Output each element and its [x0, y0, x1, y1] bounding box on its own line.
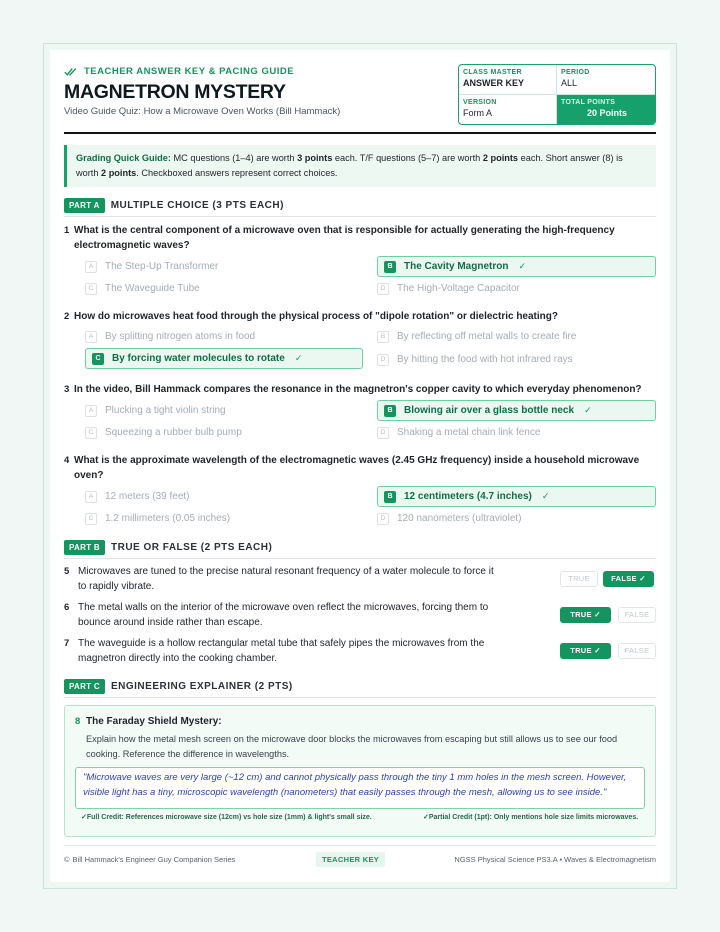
question-6: [64, 601, 656, 633]
part-c-title: ENGINEERING EXPLAINER (2 PTS): [110, 681, 293, 692]
option-letter: B: [384, 261, 396, 273]
short-answer-box: [64, 705, 656, 837]
header-divider: [64, 132, 656, 134]
grading-text: each. Short answer (8) is worth: [76, 153, 623, 178]
class-master-cell: [459, 65, 557, 95]
q2-option-b[interactable]: [376, 326, 654, 347]
class-master-value: ANSWER KEY: [463, 78, 525, 88]
option-text: By reflecting off metal walls to create fire: [397, 331, 577, 342]
part-b-title: TRUE OR FALSE (2 PTS EACH): [110, 542, 273, 553]
double-check-icon: [64, 67, 77, 77]
q5-true-button[interactable]: TRUE: [560, 571, 598, 587]
option-letter: A: [85, 331, 97, 343]
version-value: Form A: [463, 108, 493, 118]
option-text: Squeezing a rubber bulb pump: [105, 427, 242, 438]
option-letter: D: [377, 354, 389, 366]
series-name: Bill Hammack's Engineer Guy Companion Series: [72, 855, 236, 864]
check-icon: ✓: [541, 491, 550, 501]
q6-true-button[interactable]: [560, 607, 611, 623]
part-b-pill: PART B: [64, 540, 105, 555]
question-number: 7: [64, 638, 70, 649]
q2-option-c[interactable]: [85, 348, 363, 369]
option-text: The Step-Up Transformer: [105, 261, 219, 272]
q1-option-c[interactable]: [84, 278, 362, 299]
q2-option-d[interactable]: [376, 349, 654, 370]
meta-panel: [458, 64, 656, 125]
copyright-icon: ©: [64, 855, 70, 864]
q7-false-button[interactable]: FALSE: [618, 643, 656, 659]
option-text: 1.2 millimeters (0.05 inches): [105, 513, 231, 524]
answer-key-page: [50, 50, 670, 882]
option-text: Blowing air over a glass bottle neck: [404, 405, 575, 416]
partial-credit-text: Partial Credit (1pt): Only mentions hole size limits microwaves.: [428, 814, 639, 821]
option-letter: A: [85, 261, 97, 273]
question-number: 3: [64, 384, 70, 395]
question-text: The Faraday Shield Mystery:: [86, 716, 222, 727]
question-number: 4: [64, 455, 70, 466]
period-label: PERIOD: [561, 69, 590, 76]
question-number: 8: [75, 716, 81, 727]
option-letter: A: [85, 405, 97, 417]
total-points-cell: [557, 95, 656, 125]
q5-false-button[interactable]: [603, 571, 654, 587]
question-2: [64, 309, 644, 324]
version-label: VERSION: [463, 99, 497, 106]
q4-option-d[interactable]: [376, 508, 654, 529]
grading-text: MC questions (1–4) are worth: [170, 153, 298, 163]
total-points-value: 20 Points: [586, 108, 627, 118]
grading-text: each. T/F questions (5–7) are worth: [332, 153, 483, 163]
kicker-text: TEACHER ANSWER KEY & PACING GUIDE: [84, 66, 295, 77]
question-instructions: Explain how the metal mesh screen on the microwave door blocks the microwaves from escaping but still allows us to see our food cooking. Reference the difference in wavelengths.: [86, 734, 618, 759]
button-label: TRUE: [570, 645, 592, 655]
q2-option-a[interactable]: [84, 326, 362, 347]
question-number: 5: [64, 566, 70, 577]
q1-option-b[interactable]: [377, 256, 656, 277]
option-letter: D: [377, 513, 389, 525]
option-text: Shaking a metal chain link fence: [397, 427, 541, 438]
check-icon: ✓: [594, 645, 601, 655]
q3-option-b[interactable]: [377, 400, 656, 421]
check-icon: ✓: [81, 814, 87, 821]
option-letter: C: [85, 427, 97, 439]
kicker: [64, 66, 294, 77]
option-text: The Cavity Magnetron: [404, 261, 509, 272]
option-letter: C: [85, 513, 97, 525]
q4-option-c[interactable]: [84, 508, 362, 529]
model-answer: "Microwave waves are very large (~12 cm) and cannot physically pass through the tiny 1 mm holes in the mesh screen. However, visible light has a tiny, microscopic wavelength (nanometers) that easily passes through the mesh, allowing us to see inside.": [75, 767, 645, 809]
option-letter: C: [85, 283, 97, 295]
part-a-pill: PART A: [64, 198, 105, 213]
option-letter: A: [85, 491, 97, 503]
option-text: By splitting nitrogen atoms in food: [105, 331, 256, 342]
option-text: By forcing water molecules to rotate: [112, 353, 285, 364]
q1-option-d[interactable]: [376, 278, 654, 299]
total-points-label: TOTAL POINTS: [561, 99, 616, 106]
period-cell: [557, 65, 656, 95]
option-letter: C: [92, 353, 104, 365]
option-text: 12 meters (39 feet): [105, 491, 190, 502]
standards-reference: NGSS Physical Science PS3.A • Waves & Electromagnetism: [454, 855, 656, 864]
q6-false-button[interactable]: FALSE: [618, 607, 656, 623]
check-icon: ✓: [294, 353, 303, 363]
part-a-header: [64, 198, 656, 217]
question-text: What is the central component of a microwave oven that is responsible for actually generating the high-frequency electromagnetic waves?: [74, 225, 615, 251]
option-letter: D: [377, 283, 389, 295]
period-value: ALL: [561, 78, 578, 88]
option-letter: B: [384, 491, 396, 503]
grading-text: . Checkboxed answers represent correct choices.: [136, 168, 338, 178]
option-text: By hitting the food with hot infrared rays: [397, 354, 573, 365]
part-c-pill: PART C: [64, 679, 105, 694]
full-credit-text: Full Credit: References microwave size (12cm) vs hole size (1mm) & light's small size.: [86, 814, 372, 821]
page-subtitle: Video Guide Quiz: How a Microwave Oven Works (Bill Hammack): [64, 106, 341, 117]
question-text: In the video, Bill Hammack compares the resonance in the magnetron's copper cavity to which everyday phenomenon?: [74, 384, 642, 395]
option-letter: B: [377, 331, 389, 343]
question-number: 2: [64, 311, 70, 322]
option-letter: D: [377, 427, 389, 439]
part-b-header: [64, 540, 656, 559]
question-7: [64, 637, 656, 669]
option-text: The Waveguide Tube: [105, 283, 200, 294]
grading-points: 3 points: [297, 153, 333, 163]
option-text: The High-Voltage Capacitor: [397, 283, 520, 294]
grading-lead: Grading Quick Guide:: [76, 153, 171, 163]
q3-option-a[interactable]: [84, 400, 362, 421]
question-text: The metal walls on the interior of the microwave oven reflect the microwaves, forcing them to bounce around inside rather than escape.: [78, 602, 489, 628]
check-icon: ✓: [594, 609, 601, 619]
part-c-header: [64, 679, 656, 698]
check-icon: ✓: [639, 573, 646, 583]
question-text: Microwaves are tuned to the precise natural resonant frequency of a water molecule to force it to rapidly vibrate.: [78, 566, 494, 592]
q7-true-button[interactable]: [560, 643, 611, 659]
q1-option-a[interactable]: [84, 256, 362, 277]
grading-points: 2 points: [101, 168, 137, 178]
question-text: The waveguide is a hollow rectangular metal tube that safely pipes the microwaves from the magnetron directly into the cooking chamber.: [78, 638, 485, 664]
grading-guide: [64, 145, 656, 187]
part-a-title: MULTIPLE CHOICE (3 PTS EACH): [110, 200, 284, 211]
q3-option-c[interactable]: [84, 422, 362, 443]
check-icon: ✓: [423, 814, 429, 821]
option-text: 12 centimeters (4.7 inches): [404, 491, 532, 502]
q3-option-d[interactable]: [376, 422, 654, 443]
question-5: [64, 565, 656, 597]
question-number: 1: [64, 225, 70, 236]
option-text: Plucking a tight violin string: [105, 405, 226, 416]
question-1: [64, 223, 644, 253]
button-label: TRUE: [570, 609, 592, 619]
option-letter: B: [384, 405, 396, 417]
check-icon: ✓: [518, 261, 527, 271]
question-3: [64, 382, 644, 397]
page-title: MAGNETRON MYSTERY: [64, 81, 286, 103]
question-4: [64, 453, 644, 483]
option-text: 120 nanometers (ultraviolet): [397, 513, 522, 524]
version-cell: [459, 95, 557, 125]
footer-left: [64, 855, 235, 864]
grading-points: 2 points: [482, 153, 519, 163]
teacher-key-badge: TEACHER KEY: [316, 852, 385, 867]
question-text: What is the approximate wavelength of the electromagnetic waves (2.45 GHz frequency) inside a household microwave oven?: [74, 455, 640, 481]
button-label: FALSE: [611, 573, 637, 583]
q4-option-a[interactable]: [84, 486, 362, 507]
partial-credit-note: [423, 813, 638, 821]
question-text: How do microwaves heat food through the physical process of "dipole rotation" or dielectric heating?: [74, 311, 558, 322]
q4-option-b[interactable]: [377, 486, 656, 507]
footer-divider: [64, 845, 656, 846]
question-number: 6: [64, 602, 70, 613]
class-master-label: CLASS MASTER: [463, 69, 522, 76]
full-credit-note: [81, 813, 372, 821]
check-icon: ✓: [584, 405, 592, 415]
